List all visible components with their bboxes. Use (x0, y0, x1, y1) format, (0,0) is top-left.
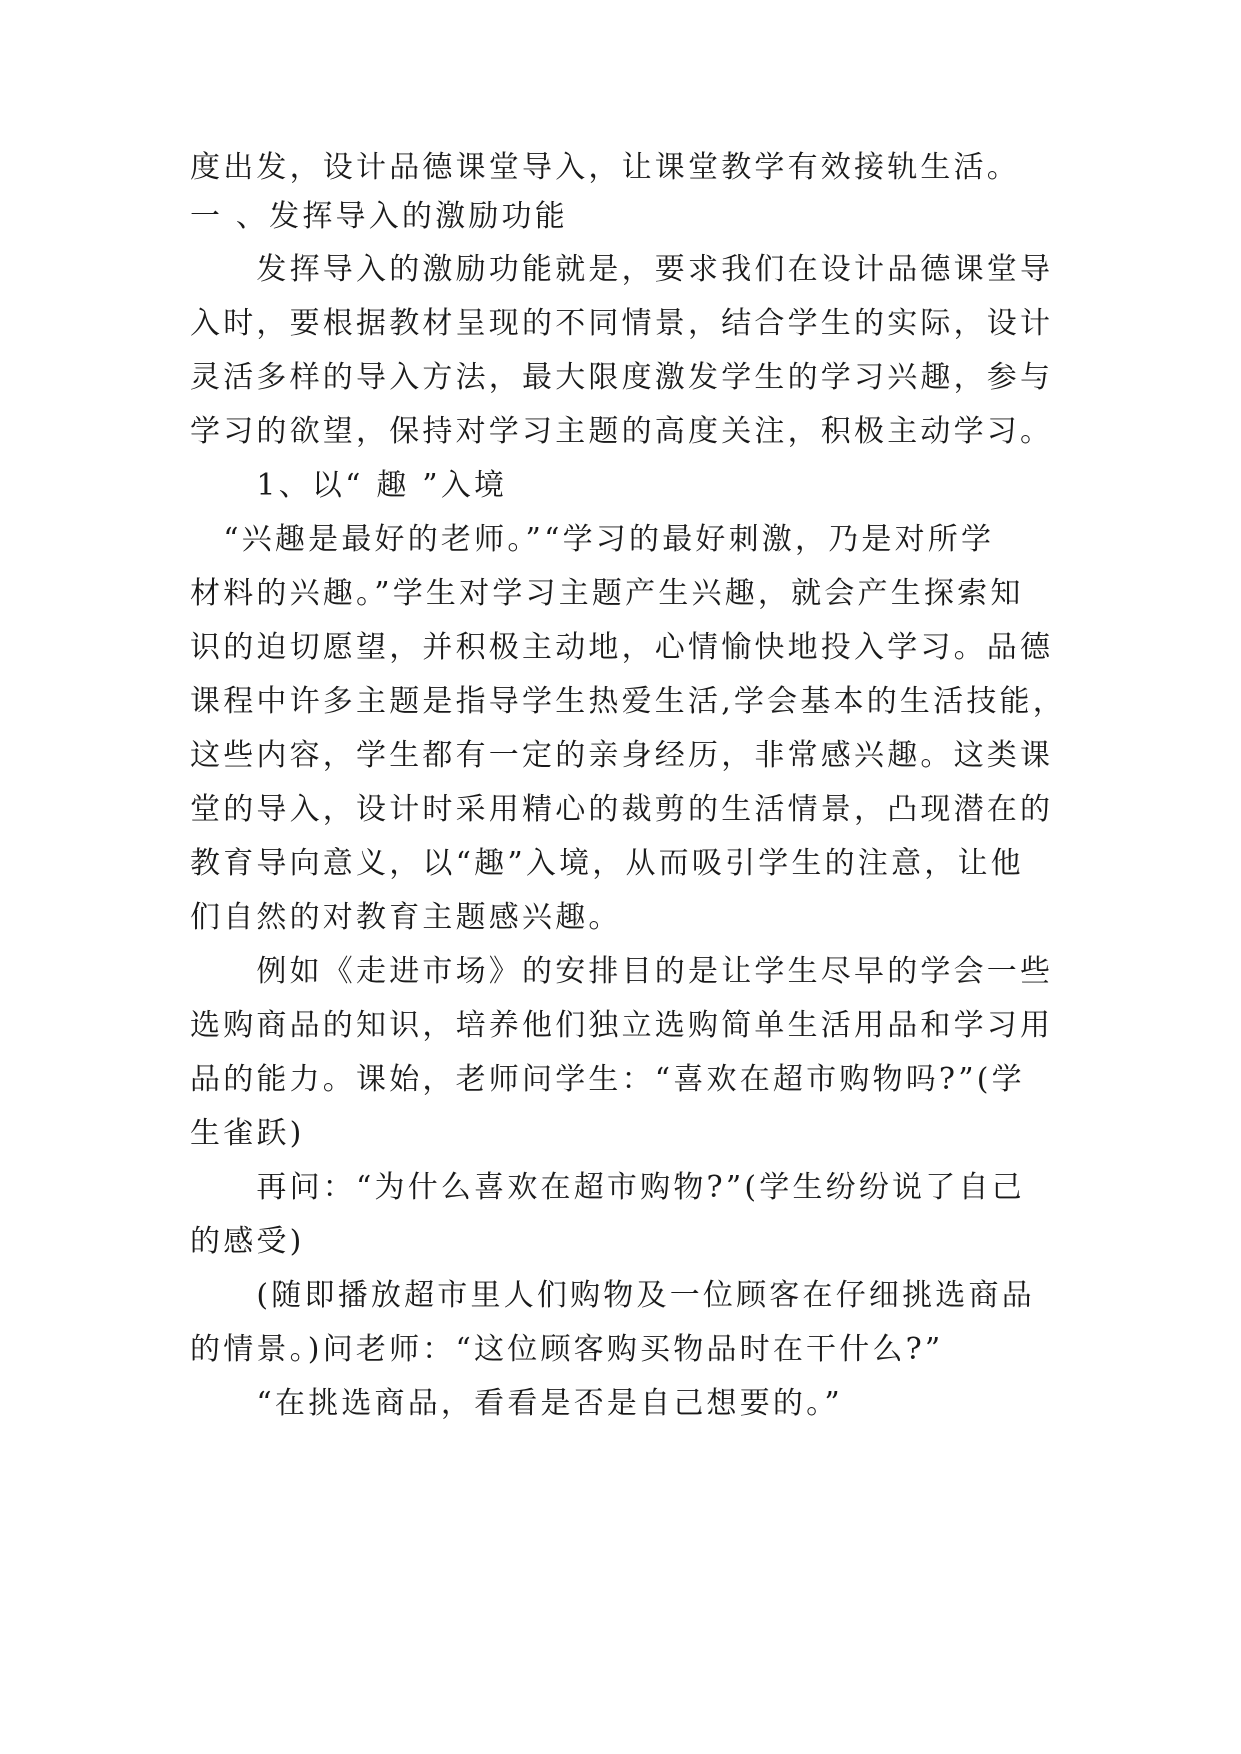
text-line-15: 们自然的对教育主题感兴趣。 (190, 900, 622, 935)
text-line-18: 品的能力。课始，老师问学生：“喜欢在超市购物吗?”(学 (190, 1062, 1025, 1097)
text-line-3: 发挥导入的激励功能就是，要求我们在设计品德课堂导 (190, 252, 1054, 287)
text-line-5: 灵活多样的导入方法，最大限度激发学生的学习兴趣，参与 (190, 360, 1054, 395)
text-line-8: “兴趣是最好的老师。”“学习的最好刺激，乃是对所学 (190, 522, 995, 557)
text-line-22: (随即播放超市里人们购物及一位顾客在仔细挑选商品 (190, 1278, 1035, 1313)
text-line-9: 材料的兴趣。”学生对学习主题产生兴趣，就会产生探索知 (190, 576, 1024, 611)
text-line-12: 这些内容，学生都有一定的亲身经历，非常感兴趣。这类课 (190, 738, 1054, 773)
text-line-19: 生雀跃) (190, 1116, 305, 1151)
text-line-4: 入时，要根据教材呈现的不同情景，结合学生的实际，设计 (190, 306, 1054, 341)
text-line-13: 堂的导入，设计时采用精心的裁剪的生活情景，凸现潜在的 (190, 792, 1054, 827)
text-line-24: “在挑选商品，看看是否是自己想要的。” (190, 1386, 843, 1421)
text-line-6: 学习的欲望，保持对学习主题的高度关注，积极主动学习。 (190, 414, 1054, 449)
text-line-11: 课程中许多主题是指导学生热爱生活,学会基本的生活技能， (190, 684, 1066, 719)
subsection-heading: 1、以“ 趣 ”入境 (190, 468, 508, 503)
text-line-1: 度出发，设计品德课堂导入，让课堂教学有效接轨生活。 (190, 150, 1020, 185)
text-line-23: 的情景。)问老师：“这位顾客购买物品时在干什么?” (190, 1332, 944, 1367)
section-heading: 一 、发挥导入的激励功能 (190, 199, 568, 234)
text-line-16: 例如《走进市场》的安排目的是让学生尽早的学会一些 (190, 954, 1054, 989)
text-line-14: 教育导向意义，以“趣”入境，从而吸引学生的注意，让他 (190, 846, 1024, 881)
text-line-20: 再问：“为什么喜欢在超市购物?”(学生纷纷说了自己 (190, 1170, 1025, 1205)
text-line-17: 选购商品的知识，培养他们独立选购简单生活用品和学习用 (190, 1008, 1054, 1043)
text-line-10: 识的迫切愿望，并积极主动地，心情愉快地投入学习。品德 (190, 630, 1054, 665)
text-line-21: 的感受) (190, 1224, 305, 1259)
